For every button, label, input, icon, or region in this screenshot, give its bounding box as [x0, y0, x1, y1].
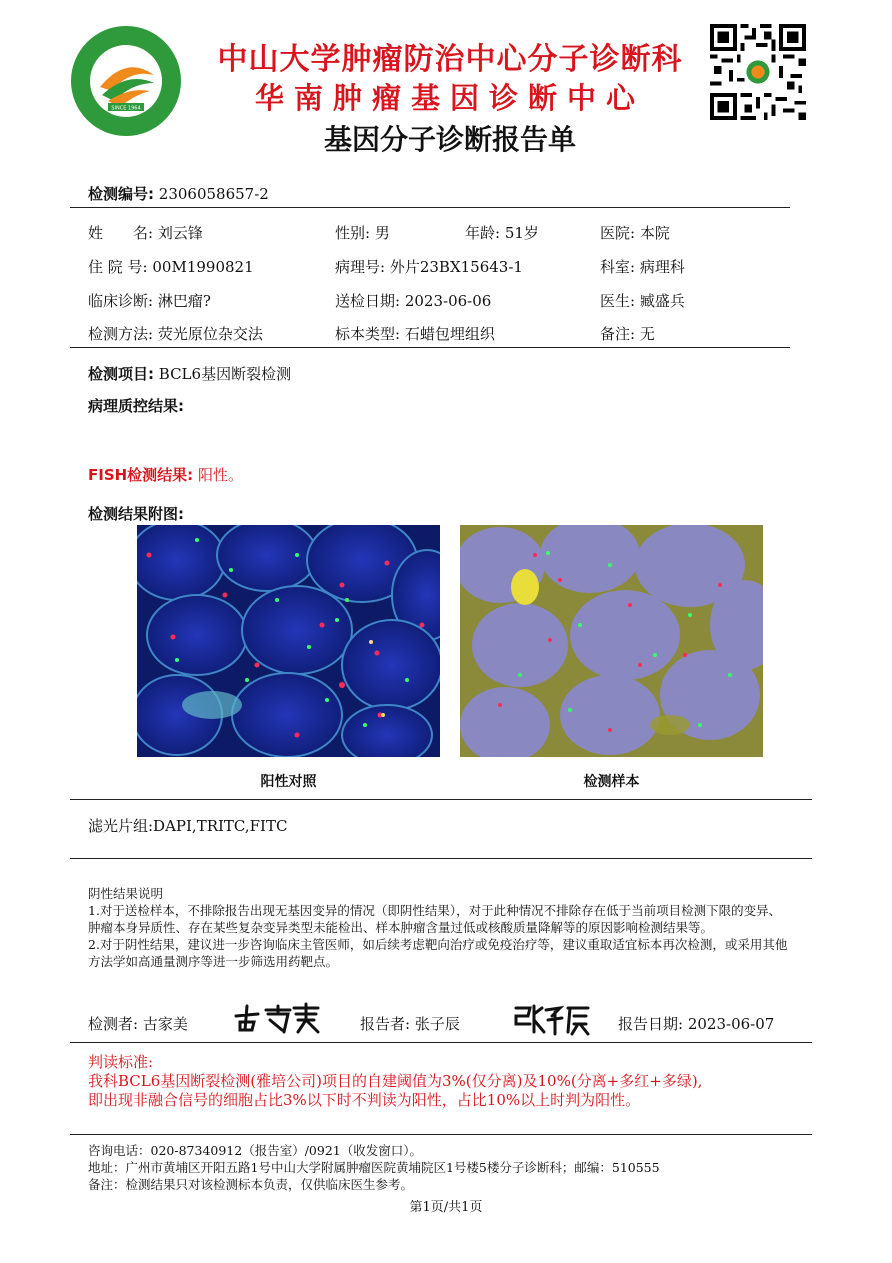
center-title: 华南肿瘤基因诊断中心 [254, 81, 645, 115]
patient-name-row: 姓 名: 刘云锋 [88, 224, 203, 242]
qc-result-label: 病理质控结果: [88, 397, 184, 415]
divider [70, 1042, 812, 1043]
qr-code [710, 24, 806, 120]
test-sample-image [460, 525, 763, 757]
tester-signature [232, 1002, 322, 1034]
divider [70, 799, 812, 800]
criteria-heading: 判读标准: [88, 1053, 154, 1071]
sample-type: 标本类型: 石蜡包埋组织 [335, 325, 495, 343]
negative-notes [88, 885, 788, 970]
page-number: 第1页/共1页 [409, 1200, 483, 1215]
report-date: 报告日期: 2023-06-07 [618, 1015, 775, 1033]
institution-title: 中山大学肿瘤防治中心分子诊断科 [217, 42, 683, 77]
reporter: 报告者: 张子辰 [360, 1015, 460, 1033]
criteria [88, 1053, 808, 1110]
footer-note: 备注：检测结果只对该检测标本负责，仅供临床医生参考。 [88, 1177, 414, 1192]
pathology-number: 病理号: 外片23BX15643-1 [335, 258, 523, 276]
clinical-diagnosis: 临床诊断: 淋巴瘤? [88, 292, 211, 310]
images-label: 检测结果附图: [88, 505, 184, 523]
negative-note-1: 1.对于送检样本，不排除报告出现无基因变异的情况（即阴性结果），对于此种情况不排除存在低于当前项目检测下限的变异、肿瘤本身异质性、存在某些复杂变异类型未能检出、样本肿瘤含量过低或核酸质量降解等的原因影响检测结果等。 [88, 903, 782, 935]
filter-set: 滤光片组:DAPI,TRITC,FITC [88, 817, 288, 835]
patient-age: 年龄: 51岁 [465, 224, 539, 242]
divider [70, 207, 790, 208]
patient-sex: 性别: 男 [335, 224, 390, 242]
test-method: 检测方法: 荧光原位杂交法 [88, 325, 263, 343]
fish-result: FISH检测结果: 阳性。 [88, 466, 243, 484]
footer-phone: 咨询电话：020-87340912（报告室）/0921（收发窗口）。 [88, 1143, 422, 1158]
criteria-line-1: 我科BCL6基因断裂检测(雅培公司)项目的自建阈值为3%(仅分离)及10%(分离+多红+多绿), [88, 1072, 703, 1090]
hospital-logo [70, 25, 182, 137]
test-item: 检测项目: BCL6基因断裂检测 [88, 365, 292, 383]
criteria-line-2: 即出现非融合信号的细胞占比3%以下时不判读为阳性，占比10%以上时判为阳性。 [88, 1091, 641, 1109]
remark: 备注: 无 [600, 325, 655, 343]
reporter-signature [512, 1002, 592, 1036]
divider [70, 858, 812, 859]
footer [88, 1142, 808, 1193]
negative-notes-heading: 阴性结果说明 [88, 886, 164, 901]
positive-control-caption: 阳性对照 [260, 774, 317, 790]
positive-control-image [137, 525, 440, 757]
patient-hospital: 医院: 本院 [600, 224, 670, 242]
divider [70, 1134, 812, 1135]
department: 科室: 病理科 [600, 258, 685, 276]
footer-address: 地址：广州市黄埔区开阳五路1号中山大学附属肿瘤医院黄埔院区1号楼5楼分子诊断科；邮编：510555 [88, 1160, 660, 1175]
test-sample-caption: 检测样本 [583, 774, 640, 790]
report-title: 基因分子诊断报告单 [323, 123, 576, 156]
doctor: 医生: 臧盛兵 [600, 292, 685, 310]
report-number: 检测编号: 2306058657-2 [88, 185, 269, 203]
submission-date: 送检日期: 2023-06-06 [335, 292, 492, 310]
svg-text:SINCE 1964: SINCE 1964 [111, 105, 141, 112]
divider [70, 347, 790, 348]
inpatient-number: 住 院 号: 00M1990821 [88, 258, 254, 276]
tester: 检测者: 古家美 [88, 1015, 188, 1033]
negative-note-2: 2.对于阴性结果，建议进一步咨询临床主管医师，如后续考虑靶向治疗或免疫治疗等，建议重取适宜标本再次检测，或采用其他方法学如高通量测序等进一步筛选用药靶点。 [88, 937, 788, 969]
